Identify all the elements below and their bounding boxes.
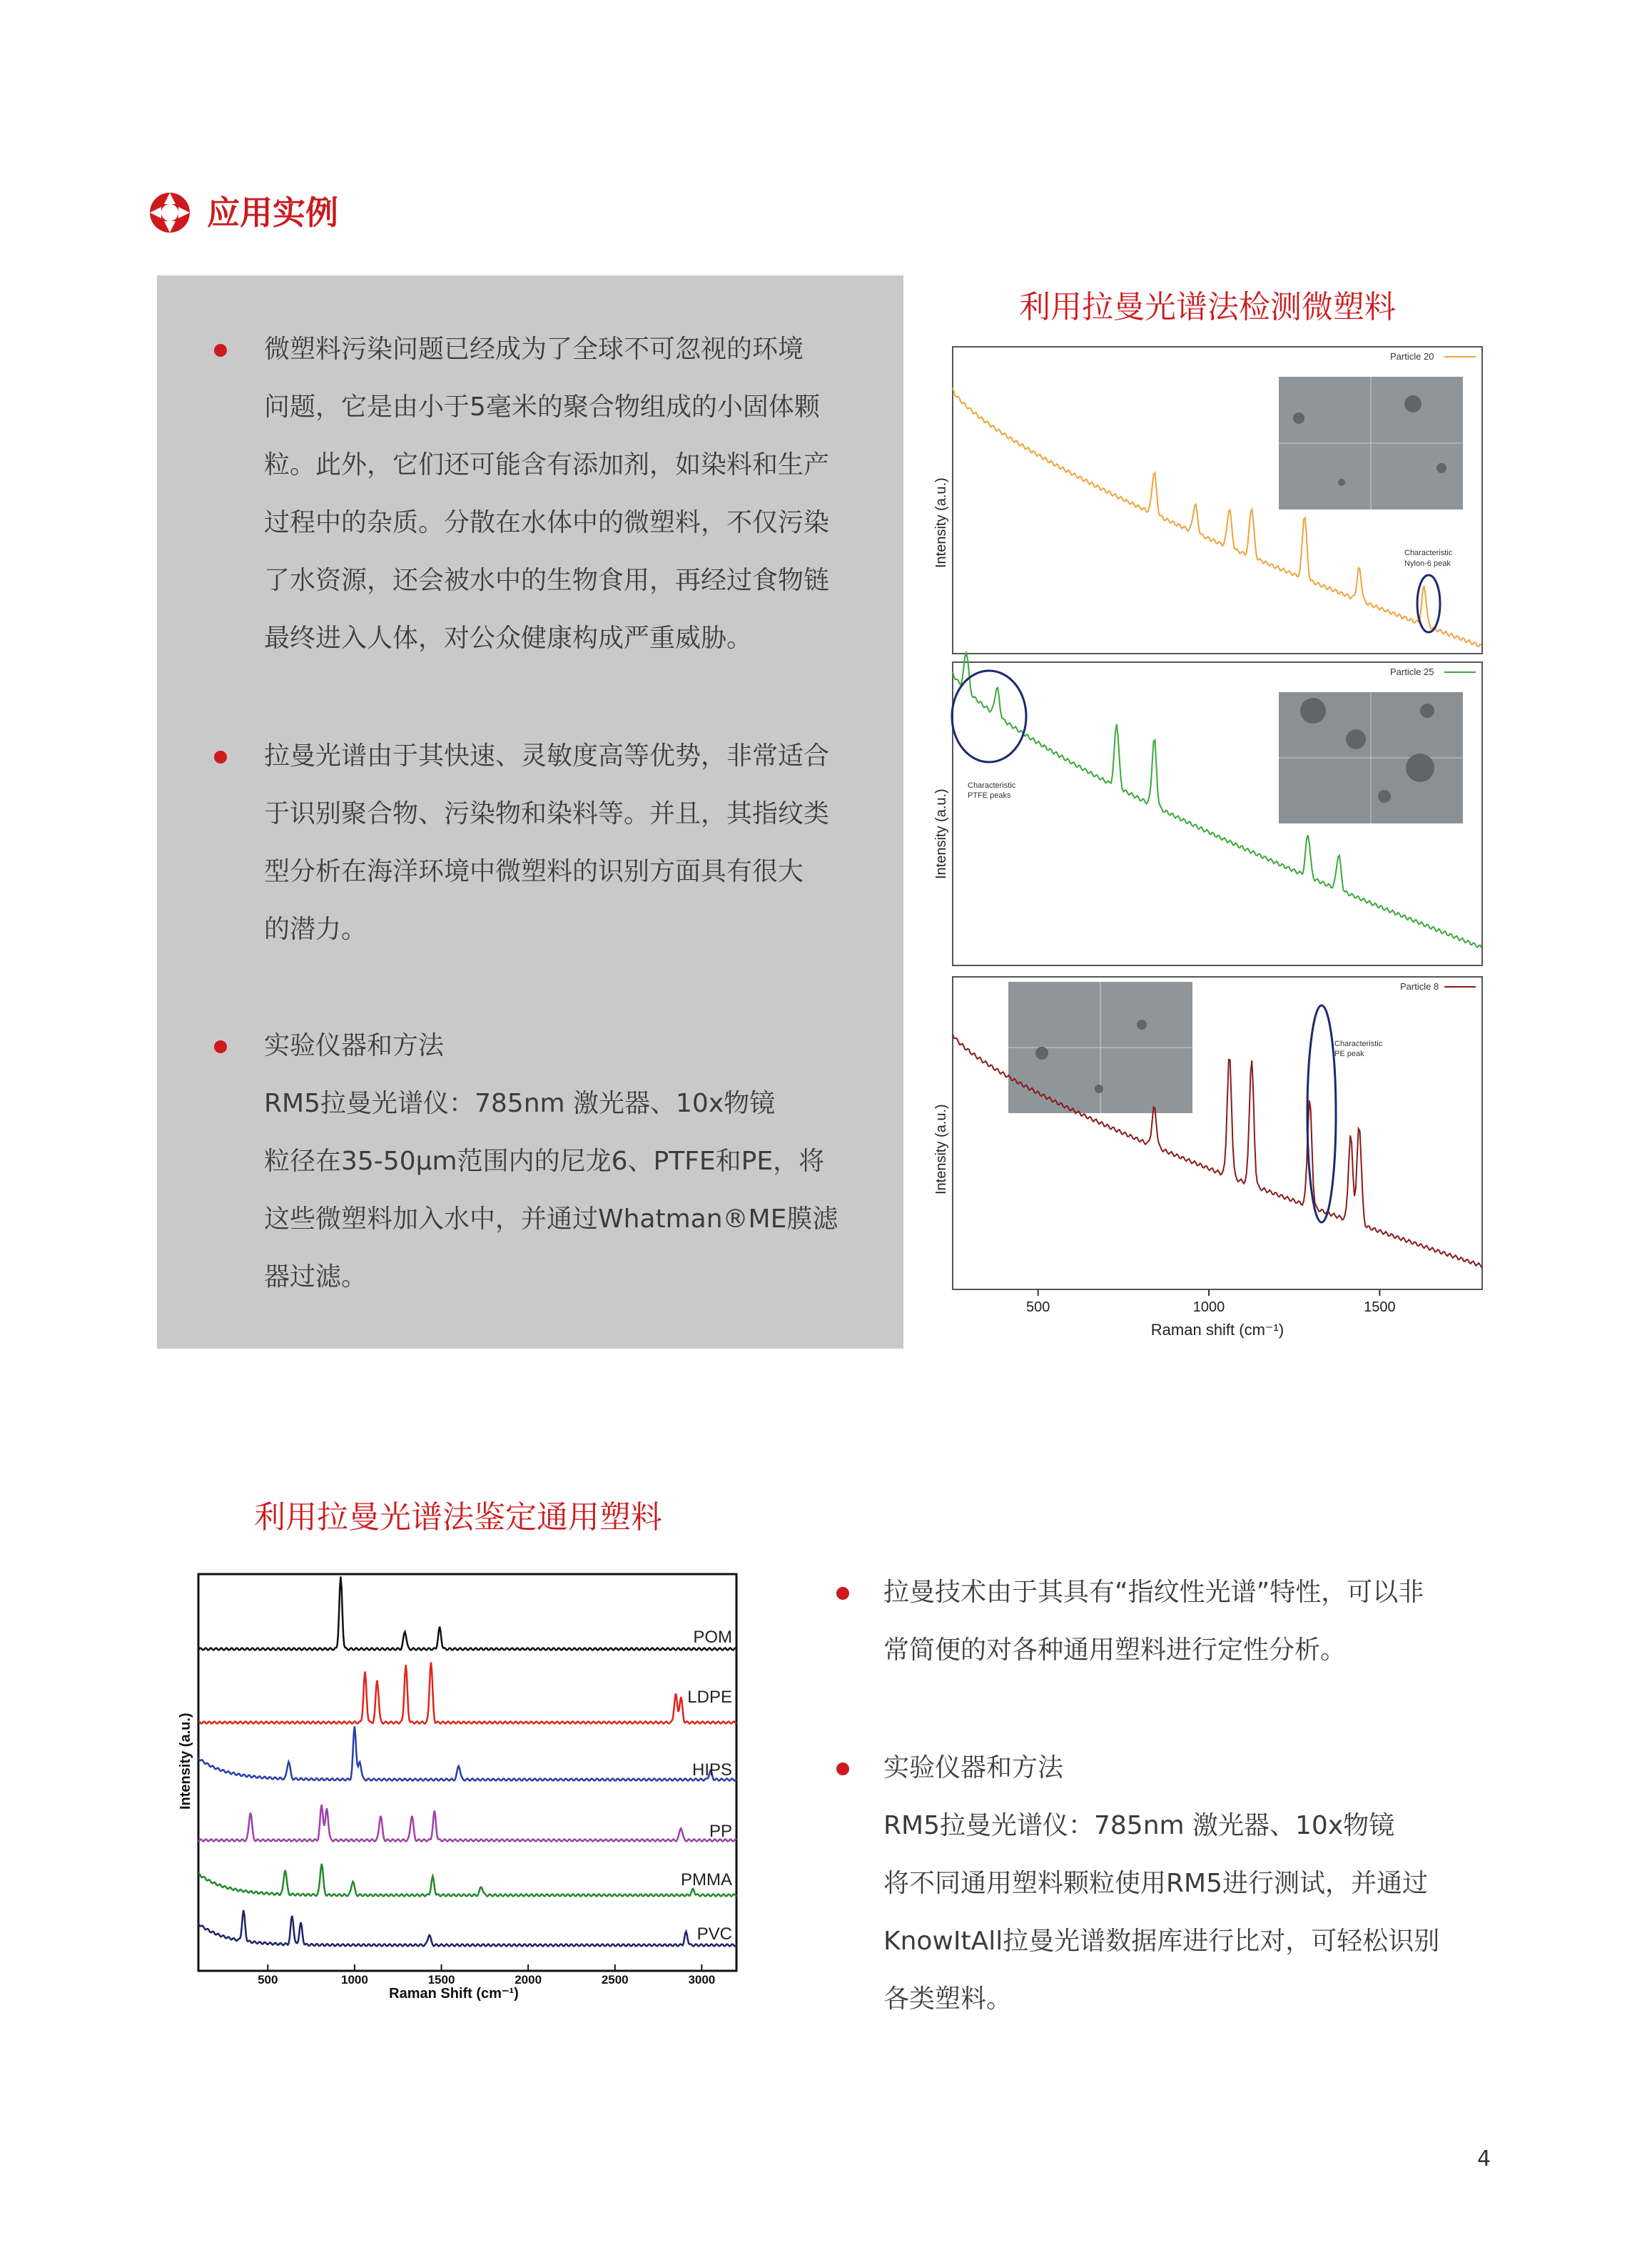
legend-particle-8: Particle 8 xyxy=(1400,981,1439,992)
series-label-hips: HIPS xyxy=(691,1760,732,1780)
ptfe-annotation-line1: Characteristic xyxy=(968,781,1016,790)
paragraph-line: 各类塑料。 xyxy=(883,1984,1013,2014)
x-tick-label: 2500 xyxy=(601,1973,629,1987)
paragraph-line: 粒径在35-50μm范围内的尼龙6、PTFE和PE，将 xyxy=(264,1147,825,1176)
panel3-ylabel: Intensity (a.u.) xyxy=(933,1104,949,1194)
paragraph-line: 问题，它是由小于5毫米的聚合物组成的小固体颗 xyxy=(264,392,820,422)
page-number: 4 xyxy=(1477,2146,1491,2171)
ptfe-annotation-line2: PTFE peaks xyxy=(968,791,1011,800)
x-tick-label: 2000 xyxy=(515,1973,542,1987)
microplastic-figure xyxy=(928,340,1499,1353)
x-tick-label: 500 xyxy=(258,1973,278,1987)
paragraph-line: 于识别聚合物、污染物和染料等。并且，其指纹类 xyxy=(264,799,830,828)
section-title: 应用实例 xyxy=(207,193,338,232)
series-label-pp: PP xyxy=(709,1822,732,1841)
paragraph-line: KnowItAll拉曼光谱数据库进行比对，可轻松识别 xyxy=(883,1927,1440,1956)
plastics-ylabel: Intensity (a.u.) xyxy=(178,1713,193,1810)
paragraph-line: 过程中的杂质。分散在水体中的微塑料，不仅污染 xyxy=(264,508,830,537)
paragraph-line: 粒。此外，它们还可能含有添加剂，如染料和生产 xyxy=(264,450,830,480)
pe-annotation-line2: PE peak xyxy=(1334,1050,1364,1058)
paragraph-line: 微塑料污染问题已经成为了全球不可忽视的环境 xyxy=(264,335,804,364)
paragraph-line: 型分析在海洋环境中微塑料的识别方面具有很大 xyxy=(264,857,804,886)
plastics-figure-title: 利用拉曼光谱法鉴定通用塑料 xyxy=(254,1499,662,1536)
x-tick-label: 1500 xyxy=(1364,1299,1396,1315)
paragraph-line: 了水资源，还会被水中的生物食用，再经过食物链 xyxy=(264,566,830,595)
x-tick-label: 1000 xyxy=(340,1973,368,1987)
paragraph-line: 拉曼技术由于其具有“指纹性光谱”特性，可以非 xyxy=(883,1578,1424,1607)
nylon6-annotation-line1: Characteristic xyxy=(1404,549,1453,557)
microplastic-xlabel: Raman shift (cm⁻¹) xyxy=(1150,1321,1284,1339)
pe-annotation-line1: Characteristic xyxy=(1334,1040,1383,1048)
paragraph-line: 的潜力。 xyxy=(264,915,368,944)
paragraph-line: 将不同通用塑料颗粒使用RM5进行测试，并通过 xyxy=(883,1869,1428,1898)
series-label-ldpe: LDPE xyxy=(687,1688,732,1707)
paragraph-line: 实验仪器和方法 xyxy=(264,1031,445,1060)
nylon6-annotation-line2: Nylon-6 peak xyxy=(1404,559,1451,568)
paragraph-line: 实验仪器和方法 xyxy=(883,1753,1064,1782)
plastics-plot-frame xyxy=(198,1574,736,1971)
x-tick-label: 500 xyxy=(1025,1299,1050,1315)
bullet-dot xyxy=(214,751,227,764)
x-tick-label: 3000 xyxy=(688,1973,716,1987)
paragraph-line: 器过滤。 xyxy=(264,1262,368,1292)
series-label-pom: POM xyxy=(693,1628,732,1647)
plastics-xlabel: Raman Shift (cm⁻¹) xyxy=(389,1986,519,2002)
paragraph-line: RM5拉曼光谱仪：785nm 激光器、10x物镜 xyxy=(883,1811,1395,1840)
bullet-dot xyxy=(214,1040,227,1053)
paragraph-line: RM5拉曼光谱仪：785nm 激光器、10x物镜 xyxy=(264,1089,776,1118)
legend-particle-20: Particle 20 xyxy=(1390,351,1434,362)
panel2-ylabel: Intensity (a.u.) xyxy=(933,788,949,879)
brand-logo-icon xyxy=(147,190,193,235)
legend-particle-25: Particle 25 xyxy=(1390,666,1434,677)
bullet-dot xyxy=(836,1762,849,1775)
paragraph-line: 常简便的对各种通用塑料进行定性分析。 xyxy=(883,1635,1347,1665)
microplastic-x-axis xyxy=(1026,1289,1396,1315)
paragraph-line: 最终进入人体，对公众健康构成严重威胁。 xyxy=(264,624,753,653)
bullet-dot xyxy=(214,344,227,357)
paragraph-line: 拉曼光谱由于其快速、灵敏度高等优势，非常适合 xyxy=(264,741,830,771)
x-tick-label: 1500 xyxy=(427,1973,455,1987)
panel1-ylabel: Intensity (a.u.) xyxy=(933,477,949,568)
paragraph-line: 这些微塑料加入水中，并通过Whatman®ME膜滤 xyxy=(264,1204,838,1234)
series-label-pvc: PVC xyxy=(696,1924,732,1944)
plastics-figure xyxy=(168,1567,746,2024)
series-label-pmma: PMMA xyxy=(681,1870,732,1890)
microplastic-figure-title: 利用拉曼光谱法检测微塑料 xyxy=(1019,289,1396,325)
bullet-dot xyxy=(836,1587,849,1600)
x-tick-label: 1000 xyxy=(1192,1299,1225,1315)
